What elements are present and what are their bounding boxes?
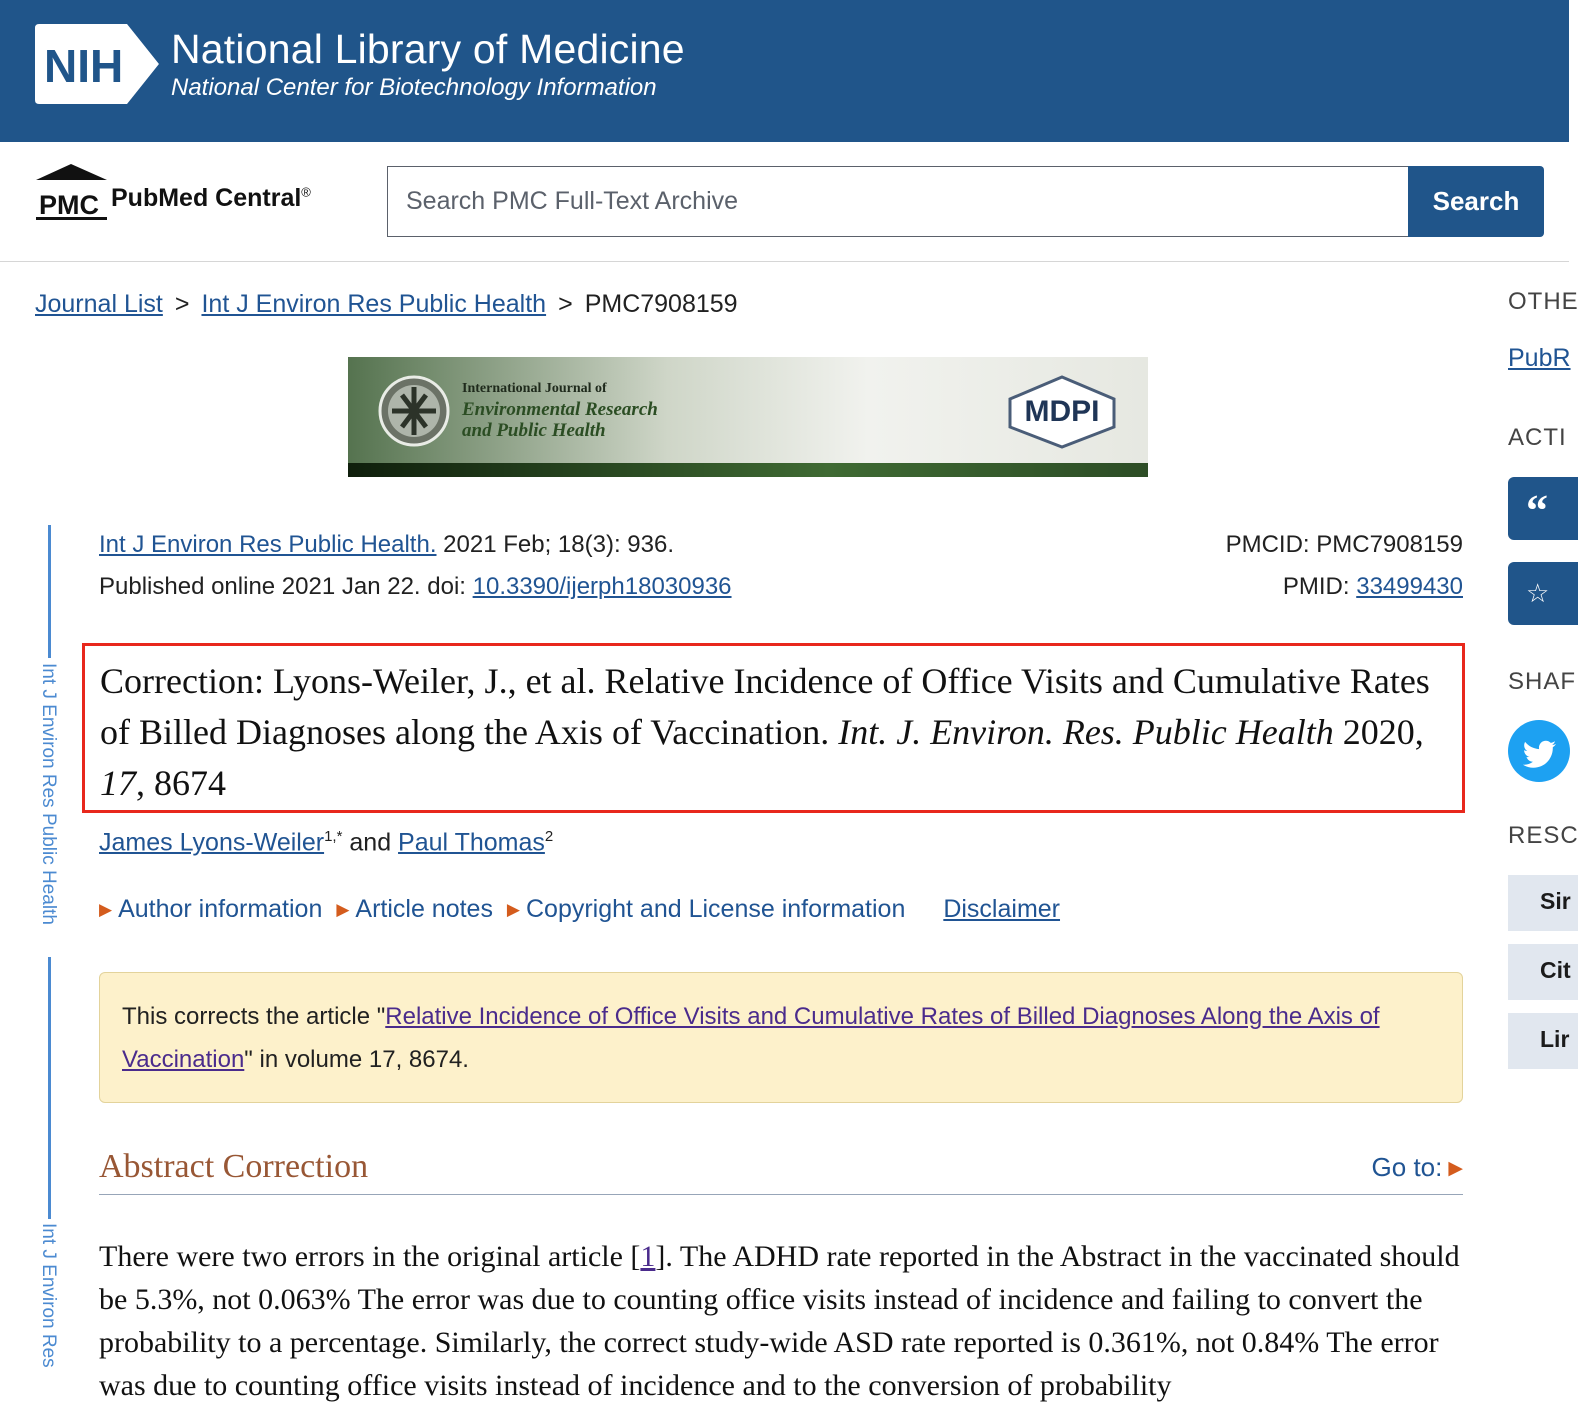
pmc-building-icon: [33, 162, 113, 224]
journal-side-ribbon: [35, 525, 63, 1376]
nih-logo-text: NIH: [44, 40, 124, 92]
pmc-logo[interactable]: [33, 162, 333, 224]
section-divider: [99, 1194, 1463, 1195]
sidebar-share-label: SHAF: [1508, 668, 1577, 695]
triangle-right-icon: ▶: [506, 900, 520, 919]
author-link[interactable]: Paul Thomas: [398, 828, 545, 857]
triangle-right-icon: ▶: [336, 900, 350, 919]
article-title: Correction: Lyons-Weiler, J., et al. Relative Incidence of Office Visits and Cumulative Rates of Billed Diagnoses along the Axis of Vaccination. Int. J. Environ. Res. Public Health 2020, 17, 8674: [100, 661, 1430, 803]
banner-journal-line1: International Journal of: [462, 381, 607, 396]
breadcrumb-separator: >: [558, 290, 573, 318]
nih-logo[interactable]: [35, 24, 159, 104]
ribbon-line: [48, 525, 51, 658]
twitter-share-button[interactable]: [1508, 720, 1570, 782]
banner-journal-line2: Environmental Research: [462, 399, 658, 420]
nih-header: [0, 0, 1569, 142]
citation-journal-line: [99, 531, 674, 559]
star-icon: ☆: [1526, 578, 1550, 608]
copyright-toggle[interactable]: ▶ Copyright and License information: [506, 895, 906, 923]
ribbon-journal-text: Int J Environ Res: [38, 1223, 59, 1368]
resource-links[interactable]: Lir: [1508, 1013, 1578, 1069]
resource-cited-by[interactable]: Cit: [1508, 944, 1578, 1000]
banner-journal-line3: and Public Health: [462, 420, 606, 441]
citation-journal-link[interactable]: Int J Environ Res Public Health.: [99, 531, 437, 558]
sidebar-pubreader-link[interactable]: PubR: [1508, 344, 1571, 372]
sidebar-actions-label: ACTI: [1508, 424, 1567, 451]
pmcid-label: PMCID:: [1225, 531, 1317, 558]
quote-icon: “: [1526, 486, 1548, 535]
author-joiner: and: [342, 828, 399, 857]
pmid-link[interactable]: 33499430: [1356, 573, 1463, 600]
ribbon-line: [48, 957, 51, 1219]
ribbon-journal-text: Int J Environ Res Public Health: [38, 663, 59, 925]
mdpi-logo-text: MDPI: [1024, 395, 1100, 428]
abstract-body: There were two errors in the original article [1]. The ADHD rate reported in the Abstract in the vaccinated should be 5.3%, not 0.063% The error was due to counting office visits instead of incidence and failing to convert the probability to a percentage. Similarly, the correct study-wide ASD rate reported is 0.361%, not 0.84% The error was due to counting office visits instead of incidence and to the conversion of probability: [99, 1240, 1460, 1402]
article-info-toggles: [99, 895, 1060, 924]
article-notes-toggle[interactable]: ▶ Article notes: [336, 895, 493, 923]
notice-text: This corrects the article "Relative Incidence of Office Visits and Cumulative Rates of Billed Diagnoses Along the Axis of Vaccination" in volume 17, 8674.: [122, 1003, 1380, 1073]
sidebar-resources-label: RESC: [1508, 822, 1579, 849]
pmcid-line: [1226, 531, 1463, 559]
article-title-highlight: [82, 643, 1465, 813]
abstract-heading: Abstract Correction: [99, 1148, 369, 1185]
authors: [99, 828, 553, 857]
author-affiliation[interactable]: 1,*: [324, 828, 343, 845]
pmc-brand: PubMed Central®: [111, 184, 311, 212]
journal-banner[interactable]: [348, 357, 1148, 477]
author-information-toggle[interactable]: ▶ Author information: [99, 895, 323, 923]
author-affiliation[interactable]: 2: [544, 828, 554, 845]
pmid-label: PMID:: [1282, 573, 1357, 600]
twitter-icon: [1508, 720, 1570, 782]
breadcrumb-journal-list[interactable]: Journal List: [35, 290, 163, 318]
sidebar-other-formats-label: OTHE: [1508, 288, 1579, 315]
corrected-article-link[interactable]: Relative Incidence of Office Visits and Cumulative Rates of Billed Diagnoses Along the Axis of Vaccination: [122, 1003, 1380, 1073]
mdpi-logo: [1006, 375, 1118, 447]
pmc-abbr: PMC: [39, 190, 99, 220]
globe-caduceus-icon: [378, 375, 450, 447]
resource-similar[interactable]: Sir: [1508, 875, 1578, 931]
banner-strip: [348, 463, 1148, 477]
pmc-bar: [0, 142, 1569, 262]
breadcrumb-separator: >: [174, 290, 190, 318]
pmid-line: [1283, 573, 1463, 601]
goto-menu[interactable]: Go to: ▶: [1371, 1152, 1463, 1182]
triangle-right-icon: ▶: [1448, 1158, 1463, 1179]
doi-link[interactable]: 10.3390/ijerph18030936: [472, 573, 732, 600]
citation-issue: 2021 Feb; 18(3): 936.: [436, 531, 674, 558]
disclaimer-link[interactable]: Disclaimer: [943, 895, 1061, 923]
citation-published-line: [99, 573, 732, 601]
pmcid-value: PMC7908159: [1316, 531, 1463, 558]
author-link[interactable]: James Lyons-Weiler: [99, 828, 325, 857]
nih-title: National Library of Medicine: [171, 26, 685, 72]
search-input[interactable]: [387, 166, 1410, 237]
triangle-right-icon: ▶: [99, 900, 113, 919]
cite-button[interactable]: [1508, 477, 1578, 540]
breadcrumb-journal[interactable]: Int J Environ Res Public Health: [201, 290, 547, 318]
nih-subtitle: National Center for Biotechnology Information: [171, 74, 657, 101]
reference-link[interactable]: 1: [640, 1240, 656, 1273]
breadcrumb: [35, 290, 738, 319]
correction-notice: [99, 972, 1463, 1103]
favorites-button[interactable]: [1508, 562, 1578, 625]
citation-published: Published online 2021 Jan 22. doi:: [99, 573, 473, 600]
breadcrumb-current: PMC7908159: [584, 290, 738, 318]
search-button[interactable]: Search: [1408, 166, 1544, 237]
